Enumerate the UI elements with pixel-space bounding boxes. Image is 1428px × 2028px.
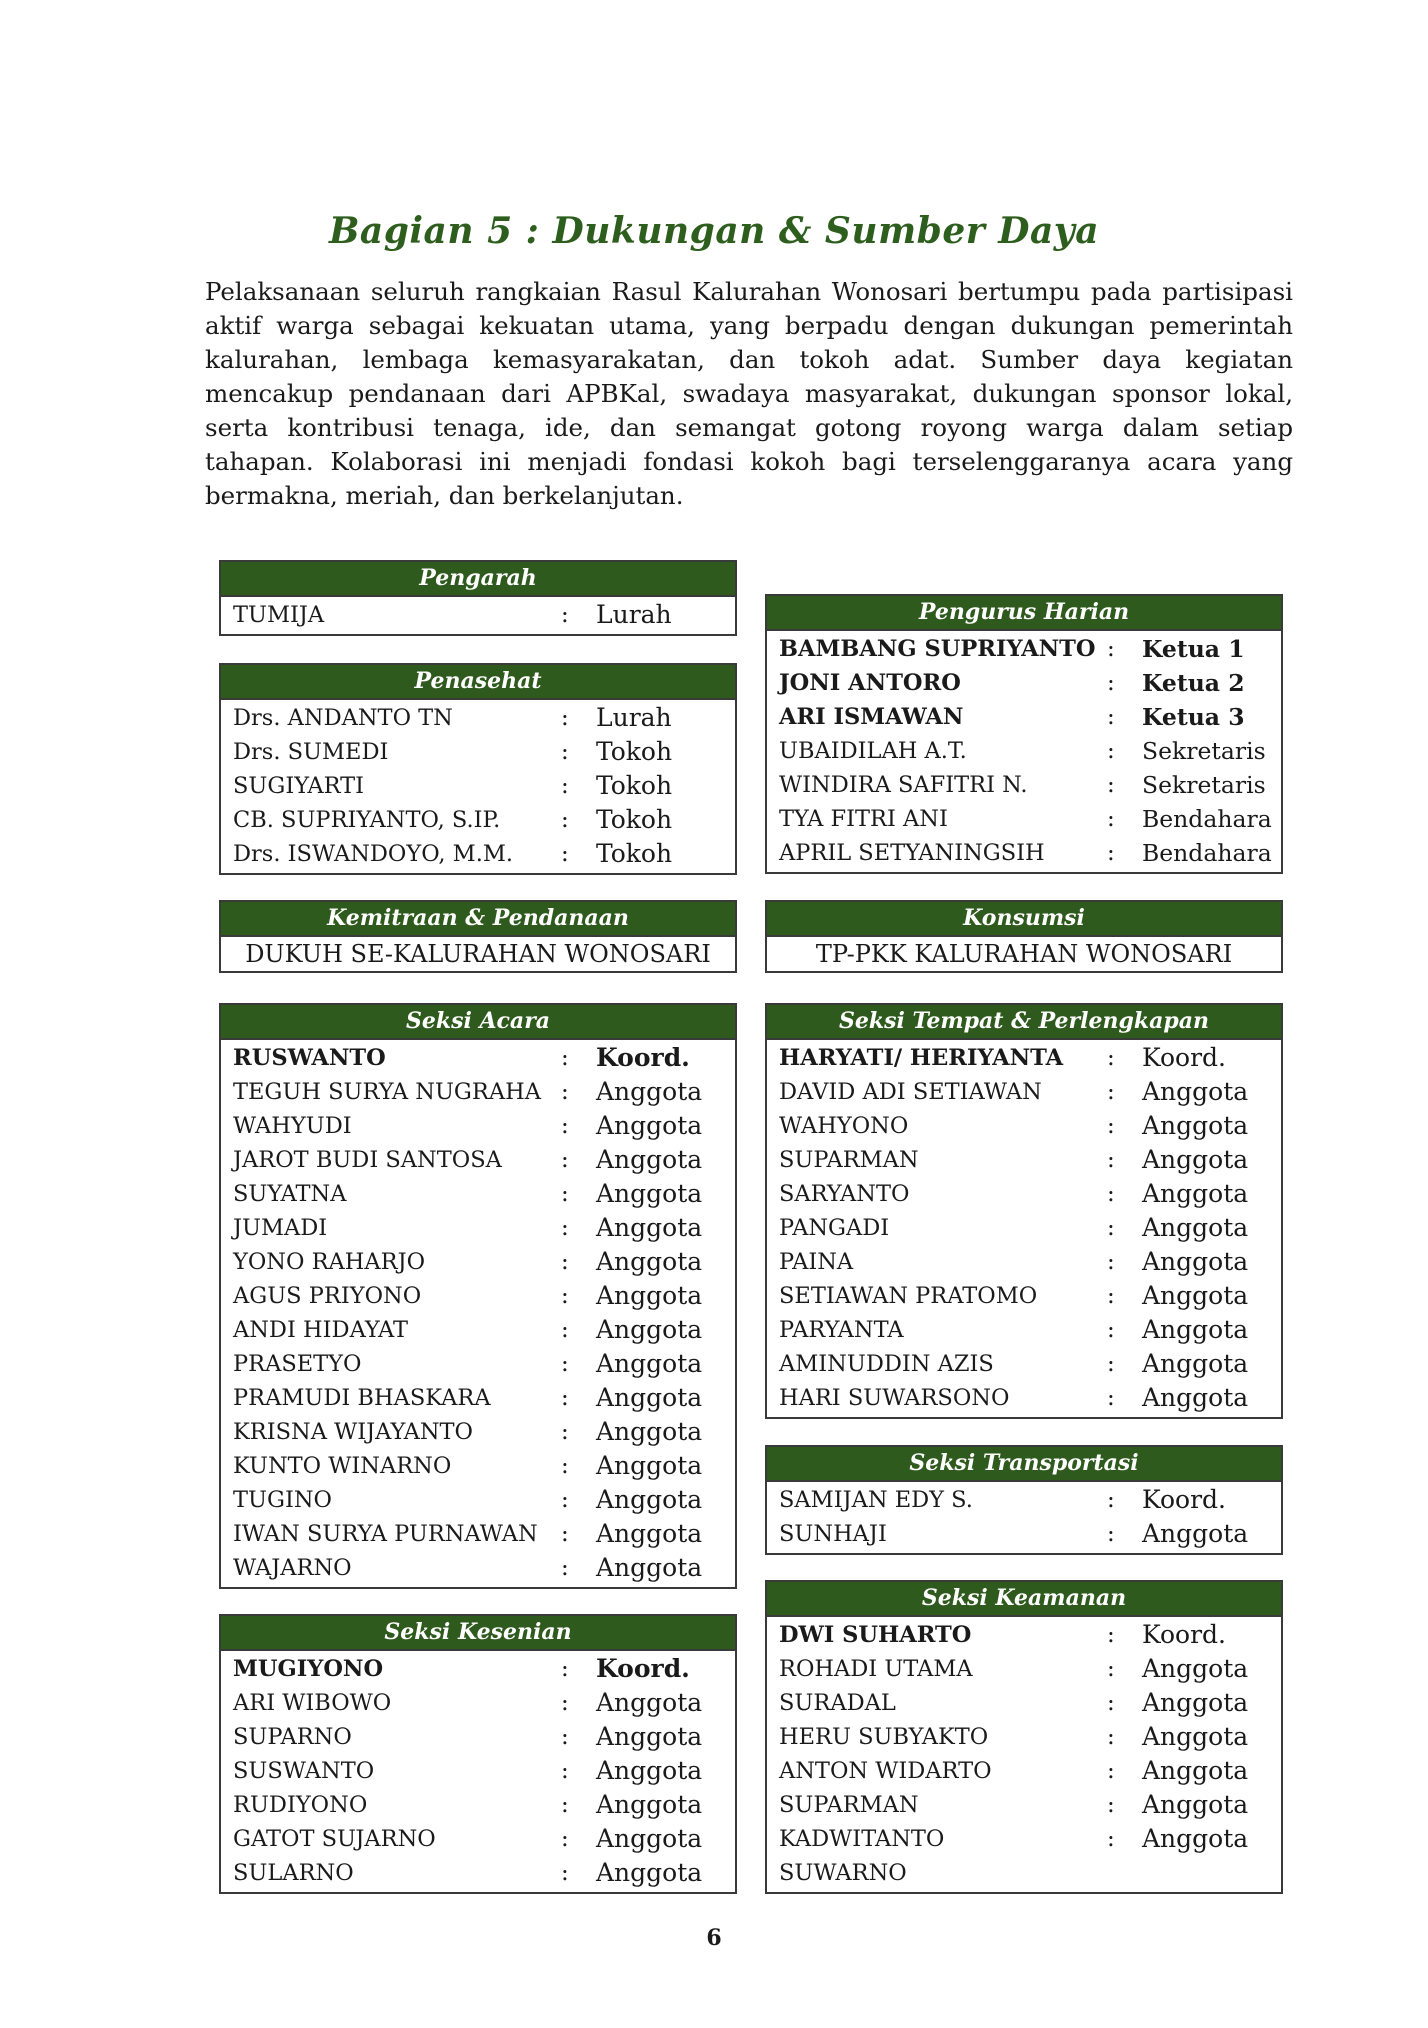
box-rows (767, 1482, 1281, 1553)
member-name: MUGIYONO (233, 1656, 384, 1682)
separator-colon: : (561, 739, 569, 765)
member-role: Anggota (1142, 1349, 1249, 1378)
separator-colon: : (1107, 1351, 1115, 1377)
member-name: SARYANTO (779, 1181, 910, 1207)
member-role: Anggota (596, 1281, 703, 1310)
separator-colon: : (561, 1758, 569, 1784)
separator-colon: : (1107, 704, 1115, 730)
member-name: JUMADI (233, 1215, 328, 1241)
member-row (221, 1415, 735, 1449)
member-role: Sekretaris (1142, 771, 1266, 799)
member-name: WAHYONO (779, 1113, 909, 1139)
member-role: Koord. (1142, 1620, 1227, 1649)
member-name: YONO RAHARJO (233, 1249, 426, 1275)
intro-paragraph: Pelaksanaan seluruh rangkaian Rasul Kalurahan Wonosari bertumpu pada partisipasi aktif warga sebagai kekuatan utama, yang berpadu dengan dukungan pemerintah kalurahan, lembaga kemasyarakatan, dan tokoh adat. Sumber daya kegiatan mencakup pendanaan dari APBKal, swadaya masyarakat, dukungan sponsor lokal, serta kontribusi tenaga, ide, dan semangat gotong royong warga dalam setiap tahapan. Kolaborasi ini menjadi fondasi kokoh bagi terselenggaranya acara yang bermakna, meriah, dan berkelanjutan. (205, 277, 1293, 510)
member-row (221, 1856, 735, 1890)
member-role: Anggota (1142, 1281, 1249, 1310)
member-row (221, 1177, 735, 1211)
member-role: Anggota (1142, 1145, 1249, 1174)
member-role: Anggota (1142, 1654, 1249, 1683)
box-seksi-keamanan (765, 1580, 1283, 1894)
box-kemitraan (219, 900, 737, 973)
box-title: Seksi Keamanan (767, 1582, 1281, 1617)
member-name: SUGIYARTI (233, 773, 365, 799)
separator-colon: : (1107, 1385, 1115, 1411)
member-name: UBAIDILAH A.T. (779, 738, 967, 764)
member-role: Anggota (596, 1145, 703, 1174)
member-name: SAMIJAN EDY S. (779, 1487, 973, 1513)
member-role: Anggota (1142, 1247, 1249, 1276)
member-role: Anggota (1142, 1213, 1249, 1242)
member-role: Anggota (1142, 1111, 1249, 1140)
member-role: Anggota (596, 1417, 703, 1446)
separator-colon: : (561, 1215, 569, 1241)
member-row (221, 769, 735, 803)
separator-colon: : (561, 1113, 569, 1139)
member-name: PARYANTA (779, 1317, 904, 1343)
member-row (767, 1245, 1281, 1279)
member-row (221, 1822, 735, 1856)
member-row (221, 1686, 735, 1720)
box-rows (221, 597, 735, 634)
member-name: RUSWANTO (233, 1045, 386, 1071)
member-row (767, 734, 1281, 768)
box-pengarah (219, 560, 737, 636)
member-role: Koord. (1142, 1485, 1227, 1514)
separator-colon: : (561, 1555, 569, 1581)
member-name: RUDIYONO (233, 1792, 368, 1818)
box-title: Pengurus Harian (767, 596, 1281, 631)
member-row (767, 632, 1281, 666)
member-row (221, 1109, 735, 1143)
separator-colon: : (1107, 636, 1115, 662)
page-number: 6 (706, 1925, 722, 1951)
member-name: BAMBANG SUPRIYANTO (779, 636, 1096, 662)
member-row (221, 1652, 735, 1686)
box-title: Seksi Tempat & Perlengkapan (767, 1005, 1281, 1040)
member-row (767, 1177, 1281, 1211)
member-role: Tokoh (596, 771, 673, 800)
member-role: Anggota (596, 1790, 703, 1819)
member-name: JAROT BUDI SANTOSA (233, 1147, 502, 1173)
separator-colon: : (561, 1419, 569, 1445)
member-name: APRIL SETYANINGSIH (779, 840, 1045, 866)
member-role: Anggota (1142, 1383, 1249, 1412)
separator-colon: : (561, 1317, 569, 1343)
member-row (221, 735, 735, 769)
member-row (221, 1211, 735, 1245)
separator-colon: : (1107, 1283, 1115, 1309)
member-name: SUNHAJI (779, 1521, 887, 1547)
member-name: ARI WIBOWO (233, 1690, 392, 1716)
separator-colon: : (561, 1351, 569, 1377)
box-rows (221, 1651, 735, 1892)
member-role: Anggota (1142, 1688, 1249, 1717)
member-name: TEGUH SURYA NUGRAHA (233, 1079, 541, 1105)
box-seksi-kesenian (219, 1614, 737, 1894)
member-row (221, 701, 735, 735)
separator-colon: : (561, 1249, 569, 1275)
member-row (767, 1483, 1281, 1517)
separator-colon: : (1107, 1656, 1115, 1682)
member-role: Anggota (1142, 1179, 1249, 1208)
member-row (221, 1551, 735, 1585)
member-row (767, 1720, 1281, 1754)
member-row (767, 700, 1281, 734)
member-name: AGUS PRIYONO (233, 1283, 422, 1309)
member-row (767, 1041, 1281, 1075)
member-name: AMINUDDIN AZIS (779, 1351, 994, 1377)
member-role: Bendahara (1142, 839, 1272, 867)
member-row (767, 1856, 1281, 1890)
separator-colon: : (1107, 772, 1115, 798)
box-value: DUKUH SE-KALURAHAN WONOSARI (245, 940, 711, 968)
member-name: SURADAL (779, 1690, 896, 1716)
member-role: Anggota (1142, 1722, 1249, 1751)
member-row (221, 598, 735, 632)
member-role: Lurah (596, 703, 672, 732)
member-name: WAHYUDI (233, 1113, 352, 1139)
separator-colon: : (1107, 1317, 1115, 1343)
separator-colon: : (1107, 1792, 1115, 1818)
member-row (767, 1109, 1281, 1143)
member-row (767, 1788, 1281, 1822)
member-row (767, 1652, 1281, 1686)
member-row (767, 1618, 1281, 1652)
member-name: ANTON WIDARTO (779, 1758, 992, 1784)
member-row (767, 1143, 1281, 1177)
member-name: GATOT SUJARNO (233, 1826, 436, 1852)
member-name: PRASETYO (233, 1351, 362, 1377)
member-name: JONI ANTORO (779, 670, 961, 696)
member-role: Anggota (596, 1722, 703, 1751)
member-row (221, 1041, 735, 1075)
member-role: Anggota (596, 1179, 703, 1208)
separator-colon: : (561, 1487, 569, 1513)
member-name: SUSWANTO (233, 1758, 375, 1784)
member-row (221, 803, 735, 837)
separator-colon: : (561, 602, 569, 628)
separator-colon: : (1107, 1521, 1115, 1547)
member-row (221, 1517, 735, 1551)
box-seksi-acara (219, 1003, 737, 1589)
member-name: WINDIRA SAFITRI N. (779, 772, 1028, 798)
member-row (767, 1754, 1281, 1788)
member-name: TUMIJA (233, 602, 325, 628)
member-row (767, 768, 1281, 802)
member-role: Anggota (596, 1756, 703, 1785)
member-name: SUPARNO (233, 1724, 352, 1750)
member-role: Anggota (596, 1349, 703, 1378)
box-rows (221, 1040, 735, 1587)
member-role: Anggota (596, 1315, 703, 1344)
separator-colon: : (1107, 1826, 1115, 1852)
separator-colon: : (561, 705, 569, 731)
member-name: IWAN SURYA PURNAWAN (233, 1521, 538, 1547)
member-role: Sekretaris (1142, 737, 1266, 765)
separator-colon: : (1107, 840, 1115, 866)
member-row (221, 1245, 735, 1279)
box-rows (767, 1617, 1281, 1892)
member-name: PRAMUDI BHASKARA (233, 1385, 491, 1411)
box-value: TP-PKK KALURAHAN WONOSARI (815, 940, 1233, 968)
member-name: ARI ISMAWAN (779, 704, 964, 730)
member-role: Anggota (1142, 1756, 1249, 1785)
member-row (221, 1483, 735, 1517)
member-name: KADWITANTO (779, 1826, 945, 1852)
box-rows (221, 700, 735, 873)
member-role: Anggota (596, 1688, 703, 1717)
member-row (221, 1788, 735, 1822)
member-role: Anggota (596, 1247, 703, 1276)
separator-colon: : (561, 1724, 569, 1750)
box-title: Penasehat (221, 665, 735, 700)
member-name: Drs. ANDANTO TN (233, 705, 453, 731)
member-name: KRISNA WIJAYANTO (233, 1419, 474, 1445)
separator-colon: : (1107, 1690, 1115, 1716)
member-role: Tokoh (596, 805, 673, 834)
box-penasehat (219, 663, 737, 875)
member-name: DWI SUHARTO (779, 1622, 972, 1648)
member-row (767, 1517, 1281, 1551)
member-row (221, 837, 735, 871)
box-title: Seksi Acara (221, 1005, 735, 1040)
separator-colon: : (1107, 1181, 1115, 1207)
member-role: Anggota (596, 1553, 703, 1582)
separator-colon: : (1107, 1249, 1115, 1275)
separator-colon: : (561, 1385, 569, 1411)
member-role: Tokoh (596, 737, 673, 766)
member-name: WAJARNO (233, 1555, 352, 1581)
separator-colon: : (561, 1453, 569, 1479)
separator-colon: : (561, 1690, 569, 1716)
member-role: Anggota (596, 1824, 703, 1853)
member-row (221, 1381, 735, 1415)
box-title: Seksi Transportasi (767, 1447, 1281, 1482)
separator-colon: : (561, 1181, 569, 1207)
member-name: Drs. ISWANDOYO, M.M. (233, 841, 514, 867)
box-seksi-transportasi (765, 1445, 1283, 1555)
member-role: Anggota (1142, 1519, 1249, 1548)
separator-colon: : (561, 1283, 569, 1309)
separator-colon: : (561, 807, 569, 833)
section-title: Bagian 5 : Dukungan & Sumber Daya (328, 210, 1100, 252)
member-row (767, 802, 1281, 836)
member-role: Anggota (1142, 1790, 1249, 1819)
member-row (221, 1143, 735, 1177)
member-name: TYA FITRI ANI (779, 806, 948, 832)
member-name: SUYATNA (233, 1181, 347, 1207)
member-row (767, 1211, 1281, 1245)
separator-colon: : (1107, 1113, 1115, 1139)
member-role: Anggota (596, 1485, 703, 1514)
separator-colon: : (1107, 1724, 1115, 1750)
separator-colon: : (1107, 1045, 1115, 1071)
separator-colon: : (1107, 1079, 1115, 1105)
box-rows (767, 1040, 1281, 1417)
member-name: Drs. SUMEDI (233, 739, 389, 765)
member-row (767, 836, 1281, 870)
box-title: Pengarah (221, 562, 735, 597)
member-row (767, 1279, 1281, 1313)
member-role: Koord. (596, 1654, 690, 1683)
member-row (767, 1822, 1281, 1856)
member-row (767, 1686, 1281, 1720)
member-role: Tokoh (596, 839, 673, 868)
member-role: Bendahara (1142, 805, 1272, 833)
member-role: Anggota (1142, 1824, 1249, 1853)
member-row (767, 666, 1281, 700)
separator-colon: : (1107, 1758, 1115, 1784)
member-row (221, 1075, 735, 1109)
member-role: Lurah (596, 600, 672, 629)
separator-colon: : (561, 773, 569, 799)
member-role: Anggota (1142, 1315, 1249, 1344)
member-row (221, 1449, 735, 1483)
member-row (221, 1347, 735, 1381)
member-row (221, 1279, 735, 1313)
separator-colon: : (1107, 806, 1115, 832)
member-name: HERU SUBYAKTO (779, 1724, 989, 1750)
member-name: DAVID ADI SETIAWAN (779, 1079, 1042, 1105)
box-title: Seksi Kesenian (221, 1616, 735, 1651)
separator-colon: : (1107, 1487, 1115, 1513)
member-name: SUPARMAN (779, 1792, 919, 1818)
member-role: Koord. (1142, 1043, 1227, 1072)
member-row (221, 1313, 735, 1347)
box-title: Kemitraan & Pendanaan (221, 902, 735, 937)
separator-colon: : (561, 841, 569, 867)
separator-colon: : (561, 1792, 569, 1818)
member-name: CB. SUPRIYANTO, S.IP. (233, 807, 501, 833)
member-role: Anggota (596, 1858, 703, 1887)
member-name: SETIAWAN PRATOMO (779, 1283, 1038, 1309)
member-role: Anggota (596, 1451, 703, 1480)
member-name: PANGADI (779, 1215, 890, 1241)
separator-colon: : (1107, 738, 1115, 764)
box-seksi-tempat (765, 1003, 1283, 1419)
member-role: Ketua 1 (1142, 635, 1245, 663)
member-name: SUWARNO (779, 1860, 907, 1886)
member-role: Ketua 2 (1142, 669, 1245, 697)
box-title: Konsumsi (767, 902, 1281, 937)
member-row (221, 1754, 735, 1788)
member-row (767, 1075, 1281, 1109)
separator-colon: : (1107, 1215, 1115, 1241)
member-role: Anggota (596, 1519, 703, 1548)
member-name: SULARNO (233, 1860, 354, 1886)
member-name: HARYATI/ HERIYANTA (779, 1045, 1064, 1071)
box-konsumsi (765, 900, 1283, 973)
separator-colon: : (561, 1521, 569, 1547)
member-role: Ketua 3 (1142, 703, 1245, 731)
member-role: Anggota (596, 1077, 703, 1106)
separator-colon: : (1107, 670, 1115, 696)
member-row (767, 1381, 1281, 1415)
member-row (767, 1313, 1281, 1347)
separator-colon: : (561, 1079, 569, 1105)
separator-colon: : (1107, 1622, 1115, 1648)
member-role: Koord. (596, 1043, 690, 1072)
member-name: PAINA (779, 1249, 854, 1275)
member-name: KUNTO WINARNO (233, 1453, 452, 1479)
member-name: ROHADI UTAMA (779, 1656, 973, 1682)
separator-colon: : (1107, 1147, 1115, 1173)
member-name: SUPARMAN (779, 1147, 919, 1173)
separator-colon: : (561, 1147, 569, 1173)
member-role: Anggota (596, 1111, 703, 1140)
separator-colon: : (561, 1656, 569, 1682)
separator-colon: : (561, 1860, 569, 1886)
separator-colon: : (561, 1826, 569, 1852)
member-name: TUGINO (233, 1487, 332, 1513)
box-rows (767, 631, 1281, 872)
member-name: HARI SUWARSONO (779, 1385, 1010, 1411)
member-role: Anggota (596, 1383, 703, 1412)
box-pengurus-harian (765, 594, 1283, 874)
member-row (767, 1347, 1281, 1381)
member-role: Anggota (1142, 1077, 1249, 1106)
member-row (221, 1720, 735, 1754)
separator-colon: : (561, 1045, 569, 1071)
member-role: Anggota (596, 1213, 703, 1242)
member-name: ANDI HIDAYAT (233, 1317, 409, 1343)
